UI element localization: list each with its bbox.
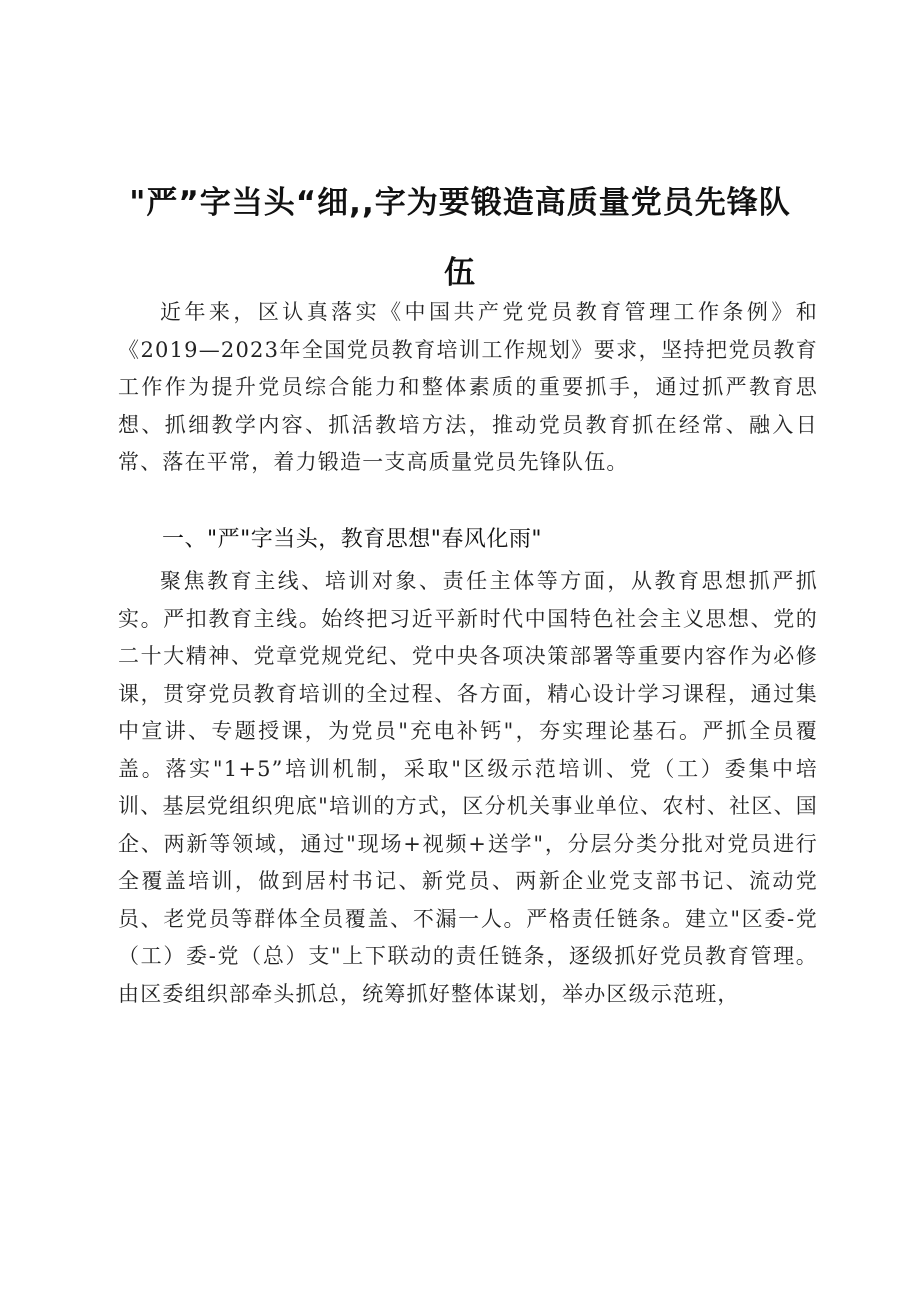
document-title: "严”字当头“细,,字为要锻造高质量党员先锋队伍 <box>129 185 791 291</box>
intro-paragraph-block <box>118 294 818 482</box>
section-1-heading: 一、"严"字当头，教育思想"春风化雨" <box>162 527 542 552</box>
section-1-paragraph-block <box>118 563 818 1013</box>
intro-paragraph: 近年来，区认真落实《中国共产党党员教育管理工作条例》和《2019—2023年全国党员教育培训工作规划》要求，坚持把党员教育工作作为提升党员综合能力和整体素质的重要抓手，通过抓严教育思想、抓细教学内容、抓活教培方法，推动党员教育抓在经常、融入日常、落在平常，着力锻造一支高质量党员先锋队伍。 <box>118 300 818 474</box>
section-1-paragraph: 聚焦教育主线、培训对象、责任主体等方面，从教育思想抓严抓实。严扣教育主线。始终把习近平新时代中国特色社会主义思想、党的二十大精神、党章党规党纪、党中央各项决策部署等重要内容作为必修课，贯穿党员教育培训的全过程、各方面，精心设计学习课程，通过集中宣讲、专题授课，为党员"充电补钙"，夯实理论基石。严抓全员覆盖。落实"1+5”培训机制，采取"区级示范培训、党（工）委集中培训、基层党组织兜底"培训的方式，区分机关事业单位、农村、社区、国企、两新等领域，通过"现场+视频+送学"，分层分类分批对党员进行全覆盖培训，做到居村书记、新党员、两新企业党支部书记、流动党员、老党员等群体全员覆盖、不漏一人。严格责任链条。建立"区委-党（工）委-党（总）支"上下联动的责任链条，逐级抓好党员教育管理。由区委组织部牵头抓总，统筹抓好整体谋划，举办区级示范班， <box>118 569 818 1006</box>
